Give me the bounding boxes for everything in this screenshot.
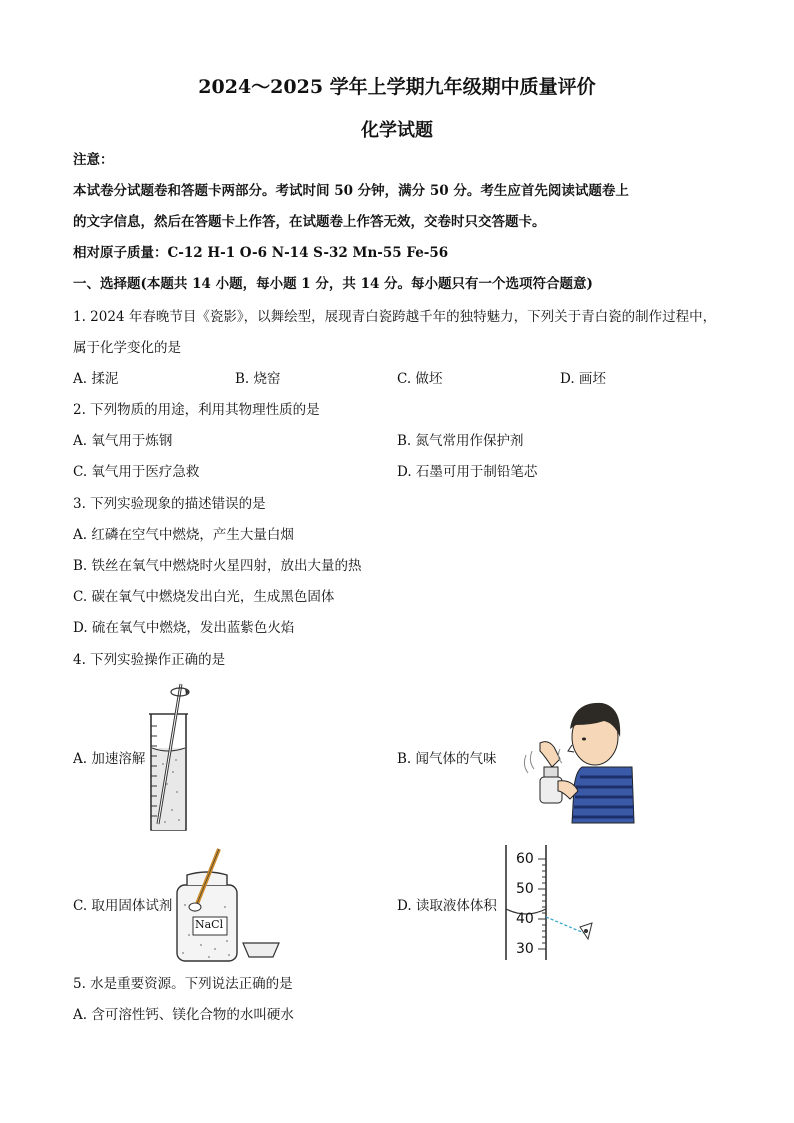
q4-option-c: C. 取用固体试剂	[73, 898, 173, 914]
q1-option-d: D. 画坯	[560, 371, 606, 387]
exam-title: 2024～2025 学年上学期九年级期中质量评价	[198, 76, 596, 98]
scale-tick-50: 50	[516, 881, 534, 897]
q2-stem: 2. 下列物质的用途，利用其物理性质的是	[73, 402, 320, 418]
q2-option-d: D. 石墨可用于制铅笔芯	[397, 464, 538, 480]
q2-option-c: C. 氧气用于医疗急救	[73, 464, 200, 480]
q1-stem-line-2: 属于化学变化的是	[73, 340, 181, 356]
q1-stem-line-1: 1. 2024 年春晚节目《瓷影》，以舞绘型，展现青白瓷跨越千年的独特魅力，下列关于青白瓷的制作过程中，	[73, 309, 717, 325]
notice-line-1: 本试卷分试题卷和答题卡两部分。考试时间 50 分钟，满分 50 分。考生应首先阅读试题卷上	[73, 183, 629, 199]
notice-line-2: 的文字信息，然后在答题卡上作答，在试题卷上作答无效，交卷时只交答题卡。	[73, 214, 546, 230]
boy-smelling-gas-illustration	[510, 695, 640, 825]
q4-option-b: B. 闻气体的气味	[397, 751, 497, 767]
atomic-mass-line: 相对原子质量：C-12 H-1 O-6 N-14 S-32 Mn-55 Fe-56	[73, 245, 449, 261]
q3-option-a: A. 红磷在空气中燃烧，产生大量白烟	[73, 527, 294, 543]
q2-option-b: B. 氮气常用作保护剂	[397, 433, 524, 449]
q1-option-a: A. 揉泥	[73, 371, 119, 387]
section-1-heading: 一、选择题(本题共 14 小题，每小题 1 分，共 14 分。每小题只有一个选项符合题意)	[73, 276, 593, 292]
q3-option-c: C. 碳在氧气中燃烧发出白光，生成黑色固体	[73, 589, 335, 605]
q4-option-d: D. 读取液体体积	[397, 898, 497, 914]
q3-stem: 3. 下列实验现象的描述错误的是	[73, 496, 266, 512]
scale-tick-60: 60	[516, 851, 534, 867]
scale-tick-40: 40	[516, 911, 534, 927]
subject-title: 化学试题	[361, 120, 433, 141]
q5-stem: 5. 水是重要资源。下列说法正确的是	[73, 976, 293, 992]
q4-option-a: A. 加速溶解	[73, 751, 146, 767]
q1-option-b: B. 烧窑	[235, 371, 281, 387]
q4-stem: 4. 下列实验操作正确的是	[73, 652, 226, 668]
q1-option-c: C. 做坯	[397, 371, 443, 387]
q5-option-a: A. 含可溶性钙、镁化合物的水叫硬水	[73, 1007, 294, 1023]
graduated-cylinder-stirring-illustration	[148, 682, 193, 837]
scale-tick-30: 30	[516, 941, 534, 957]
notice-label: 注意：	[73, 152, 114, 168]
q2-option-a: A. 氧气用于炼钢	[73, 433, 173, 449]
q3-option-d: D. 硫在氧气中燃烧，发出蓝紫色火焰	[73, 620, 295, 636]
q3-option-b: B. 铁丝在氧气中燃烧时火星四射，放出大量的热	[73, 558, 362, 574]
nacl-label: NaCl	[195, 918, 224, 931]
reagent-bottle-illustration	[175, 845, 285, 965]
